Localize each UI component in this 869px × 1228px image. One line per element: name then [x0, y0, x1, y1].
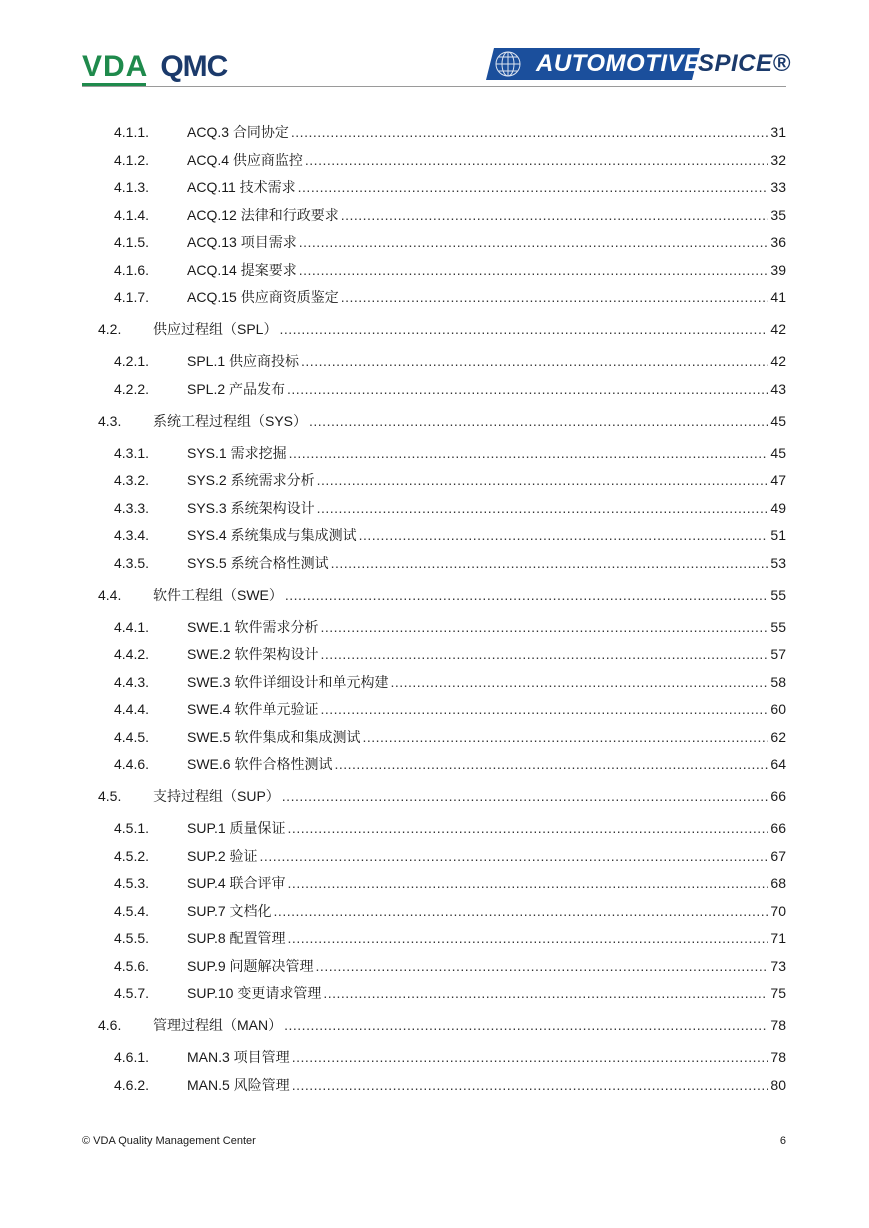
toc-entry-page: 78 — [770, 1017, 786, 1033]
toc-entry[interactable] — [114, 818, 786, 838]
toc-dot-leader — [320, 644, 768, 664]
toc-entry-title: SWE.6 软件合格性测试 — [187, 756, 333, 772]
toc-entry[interactable] — [114, 498, 786, 518]
toc-entry-page: 68 — [770, 875, 786, 891]
toc-entry-page: 58 — [770, 673, 786, 690]
toc-entry-page: 49 — [770, 499, 786, 516]
toc-entry-page: 67 — [770, 847, 786, 864]
toc-entry-number: 4.2.1. — [114, 353, 150, 369]
spice-logo-word-spice: SPICE® — [698, 50, 791, 77]
toc-dot-leader — [331, 553, 769, 573]
toc-entry-title: SUP.1 质量保证 — [187, 820, 286, 836]
toc-entry-page: 55 — [770, 586, 786, 603]
toc-dot-leader — [282, 786, 769, 806]
toc-dot-leader — [362, 727, 768, 747]
toc-dot-leader — [287, 379, 768, 399]
qmc-logo-text: QMC — [160, 50, 228, 83]
toc-entry-page: 33 — [770, 179, 786, 195]
toc-entry-number: 4.5.2. — [114, 847, 150, 864]
toc-entry-page: 80 — [770, 1076, 786, 1093]
toc-dot-leader — [320, 699, 768, 719]
toc-dot-leader — [359, 525, 769, 545]
toc-entry[interactable] — [114, 122, 786, 142]
toc-entry[interactable] — [114, 351, 786, 371]
toc-entry-page: 45 — [770, 444, 786, 461]
toc-entry-title: 管理过程组（MAN） — [153, 1017, 283, 1033]
toc-entry[interactable] — [114, 727, 786, 747]
toc-entry-title: MAN.5 风险管理 — [187, 1076, 290, 1093]
toc-entry[interactable] — [114, 553, 786, 573]
toc-entry-number: 4.6. — [98, 1017, 122, 1033]
toc-dot-leader — [390, 672, 768, 692]
toc-entry-title: ACQ.12 法律和行政要求 — [187, 206, 339, 223]
toc-entry-page: 60 — [770, 701, 786, 717]
toc-entry[interactable] — [114, 956, 786, 976]
toc-entry-number: 4.1.6. — [114, 261, 150, 278]
toc-entry-number: 4.4.5. — [114, 728, 150, 745]
toc-entry[interactable] — [114, 846, 786, 866]
toc-entry[interactable] — [114, 901, 786, 921]
toc-entry-number: 4.5.5. — [114, 930, 150, 946]
toc-entry-page: 75 — [770, 985, 786, 1001]
toc-entry-title: SWE.3 软件详细设计和单元构建 — [187, 673, 389, 690]
toc-entry-title: SUP.2 验证 — [187, 847, 258, 864]
toc-entry-title: 供应过程组（SPL） — [153, 321, 278, 337]
toc-entry-number: 4.3.2. — [114, 472, 150, 488]
toc-dot-leader — [334, 754, 768, 774]
toc-entry-title: ACQ.4 供应商监控 — [187, 151, 303, 168]
toc-entry-number: 4.4.1. — [114, 618, 150, 635]
header-divider — [82, 86, 786, 87]
toc-dot-leader — [288, 818, 769, 838]
toc-entry-title: SWE.5 软件集成和集成测试 — [187, 728, 361, 745]
toc-entry[interactable] — [98, 411, 786, 431]
toc-dot-leader — [285, 585, 769, 605]
toc-entry[interactable] — [114, 1047, 786, 1067]
toc-entry-page: 53 — [770, 554, 786, 571]
toc-dot-leader — [299, 260, 769, 280]
toc-entry[interactable] — [98, 585, 786, 605]
toc-entry-title: SPL.1 供应商投标 — [187, 353, 300, 369]
toc-entry-title: ACQ.3 合同协定 — [187, 124, 289, 140]
toc-entry-number: 4.4. — [98, 586, 122, 603]
toc-entry-number: 4.6.1. — [114, 1049, 150, 1065]
toc-entry-title: SUP.4 联合评审 — [187, 875, 286, 891]
toc-entry[interactable] — [114, 1075, 786, 1095]
toc-entry-number: 4.1.2. — [114, 151, 150, 168]
toc-entry-number: 4.5.3. — [114, 875, 150, 891]
toc-entry-number: 4.1.5. — [114, 234, 150, 250]
toc-entry-number: 4.3.5. — [114, 554, 150, 571]
toc-entry-number: 4.5.1. — [114, 820, 150, 836]
vda-logo-label: VDA — [82, 50, 149, 83]
toc-entry[interactable] — [114, 699, 786, 719]
toc-entry-number: 4.6.2. — [114, 1076, 150, 1093]
toc-entry[interactable] — [114, 232, 786, 252]
toc-entry-title: SYS.2 系统需求分析 — [187, 472, 315, 488]
toc-entry-title: SYS.3 系统架构设计 — [187, 499, 315, 516]
toc-dot-leader — [284, 1015, 768, 1035]
toc-entry-title: 支持过程组（SUP） — [153, 788, 280, 804]
toc-entry[interactable] — [114, 983, 786, 1003]
toc-entry[interactable] — [114, 928, 786, 948]
toc-dot-leader — [341, 287, 769, 307]
toc-entry-page: 41 — [770, 289, 786, 305]
toc-dot-leader — [323, 983, 768, 1003]
toc-dot-leader — [292, 1047, 769, 1067]
toc-dot-leader — [274, 901, 769, 921]
toc-entry-page: 39 — [770, 261, 786, 278]
toc-dot-leader — [288, 928, 769, 948]
toc-entry-number: 4.1.7. — [114, 289, 150, 305]
toc-entry[interactable] — [114, 287, 786, 307]
toc-entry-page: 71 — [770, 930, 786, 946]
toc-dot-leader — [260, 846, 769, 866]
toc-entry-number: 4.3.1. — [114, 444, 150, 461]
toc-entry-title: SUP.10 变更请求管理 — [187, 985, 322, 1001]
toc-entry-page: 55 — [770, 618, 786, 635]
toc-entry-title: SWE.4 软件单元验证 — [187, 701, 319, 717]
toc-entry-number: 4.5.4. — [114, 902, 150, 919]
toc-entry-title: ACQ.15 供应商资质鉴定 — [187, 289, 339, 305]
toc-entry-number: 4.3.4. — [114, 527, 150, 543]
toc-entry-title: SYS.4 系统集成与集成测试 — [187, 527, 357, 543]
toc-entry[interactable] — [114, 873, 786, 893]
toc-entry[interactable] — [114, 379, 786, 399]
toc-entry[interactable] — [114, 177, 786, 197]
toc-entry-number: 4.3. — [98, 412, 122, 429]
toc-dot-leader — [316, 956, 769, 976]
toc-entry-title: ACQ.14 提案要求 — [187, 261, 297, 278]
toc-dot-leader — [298, 177, 769, 197]
vda-qmc-logo — [82, 46, 227, 82]
toc-entry-number: 4.1.3. — [114, 179, 150, 195]
toc-entry-page: 57 — [770, 646, 786, 662]
toc-dot-leader — [288, 873, 769, 893]
toc-entry-title: SYS.1 需求挖掘 — [187, 444, 287, 461]
toc-entry[interactable] — [98, 1015, 786, 1035]
toc-entry-page: 64 — [770, 756, 786, 772]
toc-entry-title: SWE.2 软件架构设计 — [187, 646, 319, 662]
toc-entry-page: 31 — [770, 124, 786, 140]
toc-dot-leader — [291, 122, 769, 142]
toc-entry-number: 4.4.6. — [114, 756, 150, 772]
toc-dot-leader — [317, 470, 769, 490]
toc-entry-number: 4.2. — [98, 321, 122, 337]
toc-entry-number: 4.4.3. — [114, 673, 150, 690]
toc-entry-title: SUP.7 文档化 — [187, 902, 272, 919]
toc-entry[interactable] — [114, 644, 786, 664]
toc-entry-number: 4.2.2. — [114, 380, 150, 397]
toc-entry-number: 4.4.4. — [114, 701, 150, 717]
toc-entry-page: 42 — [770, 321, 786, 337]
toc-entry-page: 66 — [770, 820, 786, 836]
toc-entry-title: ACQ.13 项目需求 — [187, 234, 297, 250]
toc-dot-leader — [305, 150, 769, 170]
vda-logo-text — [82, 52, 148, 82]
toc-dot-leader — [279, 319, 768, 339]
toc-entry[interactable] — [114, 754, 786, 774]
toc-entry-number: 4.3.3. — [114, 499, 150, 516]
toc-entry-page: 43 — [770, 380, 786, 397]
toc-entry-page: 62 — [770, 728, 786, 745]
toc-entry-title: 系统工程过程组（SYS） — [153, 412, 308, 429]
spice-logo-word-automotive: AUTOMOTIVE — [536, 50, 701, 77]
toc-entry-page: 78 — [770, 1049, 786, 1065]
toc-entry[interactable] — [114, 470, 786, 490]
toc-entry-page: 32 — [770, 151, 786, 168]
toc-entry-page: 45 — [770, 412, 786, 429]
toc-entry-page: 73 — [770, 957, 786, 974]
toc-dot-leader — [317, 498, 769, 518]
toc-dot-leader — [289, 443, 769, 463]
toc-entry[interactable] — [114, 260, 786, 280]
toc-entry-title: ACQ.11 技术需求 — [187, 179, 296, 195]
toc-entry-page: 70 — [770, 902, 786, 919]
toc-entry[interactable] — [114, 150, 786, 170]
toc-entry-title: SUP.8 配置管理 — [187, 930, 286, 946]
toc-dot-leader — [320, 617, 768, 637]
automotive-spice-logo — [486, 48, 791, 80]
toc-entry-number: 4.5.7. — [114, 985, 150, 1001]
toc-entry-number: 4.5. — [98, 788, 122, 804]
footer-page-number: 6 — [779, 1135, 786, 1147]
toc-entry[interactable] — [114, 205, 786, 225]
page-header — [0, 0, 869, 90]
toc-entry-title: SWE.1 软件需求分析 — [187, 618, 319, 635]
toc-entry-title: 软件工程组（SWE） — [153, 586, 283, 603]
toc-entry[interactable] — [98, 319, 786, 339]
toc-entry[interactable] — [114, 672, 786, 692]
toc-entry-number: 4.1.4. — [114, 206, 150, 223]
toc-dot-leader — [341, 205, 769, 225]
toc-entry-number: 4.1.1. — [114, 124, 150, 140]
toc-entry-page: 66 — [770, 788, 786, 804]
footer-copyright: © VDA Quality Management Center — [82, 1135, 256, 1147]
toc-entry-page: 35 — [770, 206, 786, 223]
toc-dot-leader — [299, 232, 769, 252]
toc-entry[interactable] — [114, 617, 786, 637]
toc-entry-title: SPL.2 产品发布 — [187, 380, 286, 397]
toc-entry[interactable] — [98, 786, 786, 806]
toc-entry-number: 4.5.6. — [114, 957, 150, 974]
toc-dot-leader — [301, 351, 768, 371]
toc-entry-title: SUP.9 问题解决管理 — [187, 957, 314, 974]
toc-entry[interactable] — [114, 443, 786, 463]
toc-entry[interactable] — [114, 525, 786, 545]
toc-entry-title: MAN.3 项目管理 — [187, 1049, 290, 1065]
toc-entry-page: 36 — [770, 234, 786, 250]
toc-dot-leader — [309, 411, 768, 431]
toc-entry-number: 4.4.2. — [114, 646, 150, 662]
toc-entry-title: SYS.5 系统合格性测试 — [187, 554, 329, 571]
toc-entry-page: 51 — [770, 527, 786, 543]
toc-entry-page: 42 — [770, 353, 786, 369]
toc-dot-leader — [292, 1075, 769, 1095]
toc-entry-page: 47 — [770, 472, 786, 488]
